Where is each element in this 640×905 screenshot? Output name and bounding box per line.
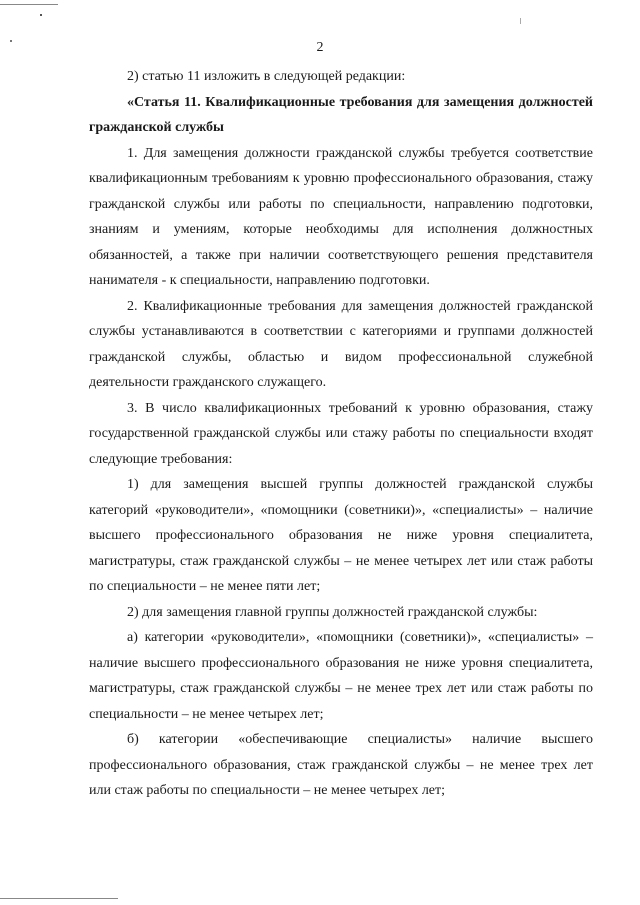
article-heading: «Статья 11. Квалификационные требования для замещения должностей гражданской службы [89,94,593,135]
paragraph-clause-2: 2. Квалификационные требования для замещения должностей гражданской службы устанавливаются в соответствии с категориями и группами должностей гражданской службы, областью и видом профессиональной служебной деятельности гражданского служащего. [89,298,593,390]
paragraph-subclause-1: 1) для замещения высшей группы должностей гражданской службы категорий «руководители», «помощники (советники)», «специалисты» – наличие высшего профессионального образования не ниже уровня специалитета, магистратуры, стаж гражданской службы – не менее четырех лет или стаж работы по специальности – не менее пяти лет; [89,477,593,594]
paragraph-amendment-intro: 2) статью 11 изложить в следующей редакции: [127,69,406,84]
scan-artifact-line-bottom [0,898,118,899]
document-body [89,64,593,804]
scan-artifact-line-top [0,4,58,5]
paragraph-clause-3: 3. В число квалификационных требований к уровню образования, стажу государственной гражданской службы или стажу работы по специальности входят следующие требования: [89,400,593,467]
paragraph-subclause-2: 2) для замещения главной группы должностей гражданской службы: [127,604,538,620]
paragraph-clause-1: 1. Для замещения должности гражданской службы требуется соответствие квалификационным требованиям к уровню профессионального образования, стажу гражданской службы или работы по специальности, направлению подготовки, знаниям и умениям, которые необходимы для исполнения должностных обязанностей, а также при наличии соответствующего решения представителя нанимателя - к специальности, направлению подготовки. [89,145,593,288]
page-number: 2 [316,40,324,55]
scan-artifact-dot [40,14,42,16]
paragraph-subclause-2b: б) категории «обеспечивающие специалисты» наличие высшего профессионального образования, стаж гражданской службы – не менее трех лет или стаж работы по специальности – не менее четырех лет; [89,732,593,798]
scan-artifact-tick [520,18,521,24]
paragraph-subclause-2a: а) категории «руководители», «помощники (советники)», «специалисты» – наличие высшего профессионального образования не ниже уровня специалитета, магистратуры, стаж гражданской службы – не менее трех лет или стаж работы по специальности – не менее четырех лет; [89,630,593,722]
